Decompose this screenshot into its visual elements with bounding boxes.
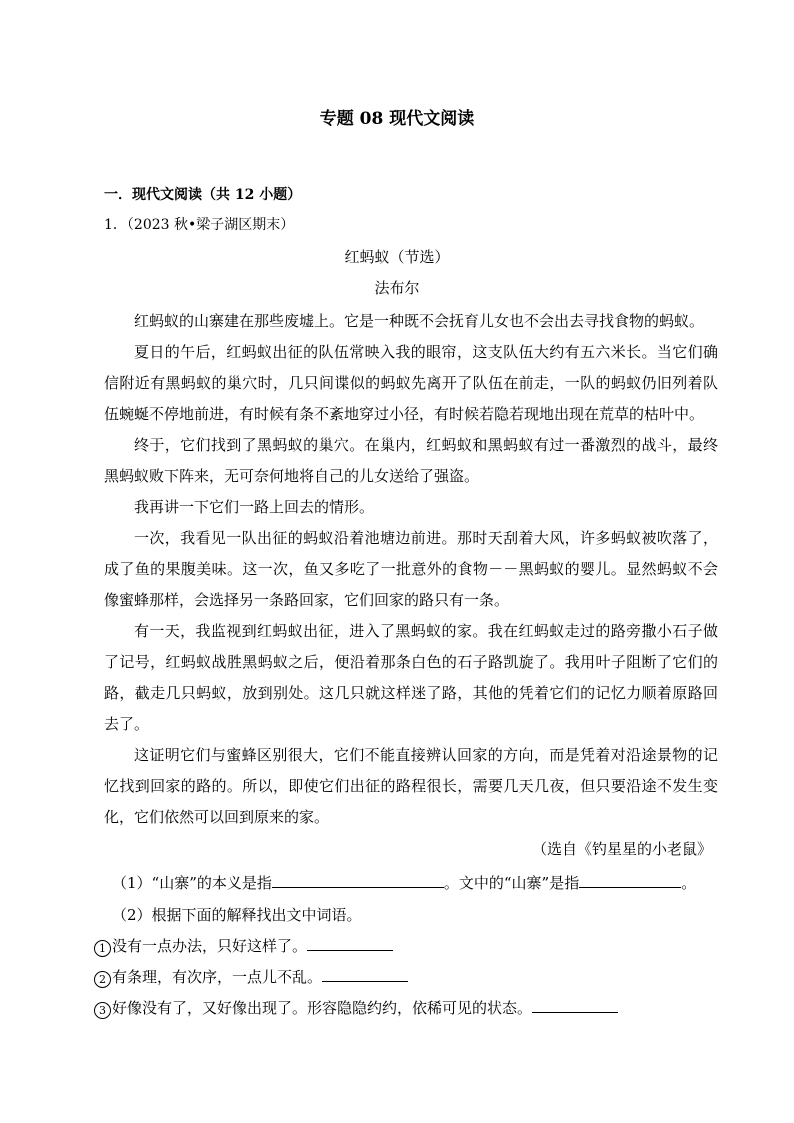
vocab-item <box>94 966 408 988</box>
passage-paragraph: 有一天，我监视到红蚂蚁出征，进入了黑蚂蚁的家。我在红蚂蚁走过的路旁撒小石子做了记号，红蚂蚁战胜黑蚂蚁之后，便沿着那条白色的石子路凯旋了。我用叶子阻断了它们的路，截走几只蚂蚁，放到别处。这几只就这样迷了路，其他的凭着它们的记忆力顺着原路回去了。 <box>104 622 718 733</box>
sub-question-1-end: 。 <box>681 874 697 892</box>
question-number: 1．（2023 秋•梁子湖区期末） <box>104 217 295 233</box>
passage-source: （选自《钓星星的小老鼠》 <box>531 840 712 858</box>
vocab-item-text: 好像没有了，又好像出现了。形容隐隐约约，依稀可见的状态。 <box>112 999 533 1017</box>
passage-author: 法布尔 <box>374 279 420 297</box>
answer-blank[interactable] <box>322 967 408 982</box>
passage-paragraph: 这证明它们与蜜蜂区别很大，它们不能直接辨认回家的方向，而是凭着对沿途景物的记忆找到回家的路的。所以，即使它们出征的路程很长，需要几天几夜，但只要沿途不发生变化，它们依然可以回到原来的家。 <box>104 746 718 826</box>
page-title: 专题 08 现代文阅读 <box>319 109 475 129</box>
passage-paragraph: 我再讲一下它们一路上回去的情形。 <box>134 498 375 516</box>
item-number-badge: 3 <box>94 1002 111 1019</box>
answer-blank[interactable] <box>579 873 681 888</box>
passage-paragraph: 红蚂蚁的山寨建在那些废墟上。它是一种既不会抚育儿女也不会出去寻找食物的蚂蚁。 <box>134 312 705 330</box>
vocab-item-text: 没有一点办法，只好这样了。 <box>112 937 308 955</box>
passage-title: 红蚂蚁（节选） <box>344 248 450 266</box>
sub-question-2: （2）根据下面的解释找出文中词语。 <box>112 906 362 924</box>
passage-paragraph: 终于，它们找到了黑蚂蚁的巢穴。在巢内，红蚂蚁和黑蚂蚁有过一番激烈的战斗，最终黑蚂蚁败下阵来，无可奈何地将自己的儿女送给了强盗。 <box>104 436 718 485</box>
sub-question-1-text: （1）“山寨”的本义是指 <box>112 874 272 892</box>
answer-blank[interactable] <box>307 936 393 951</box>
passage-paragraph: 一次，我看见一队出征的蚂蚁沿着池塘边前进。那时天刮着大风，许多蚂蚁被吹落了，成了鱼的果腹美味。这一次，鱼又多吃了一批意外的食物－－黑蚂蚁的婴儿。显然蚂蚁不会像蜜蜂那样，会选择另一条路回家，它们回家的路只有一条。 <box>104 529 718 609</box>
section-heading: 一．现代文阅读（共 12 小题） <box>104 187 302 203</box>
sub-question-1-text-2: 。文中的“山寨”是指 <box>443 874 580 892</box>
vocab-item <box>94 935 393 957</box>
item-number-badge: 2 <box>94 971 111 988</box>
vocab-item <box>94 997 618 1019</box>
vocab-item-text: 有条理，有次序，一点儿不乱。 <box>112 968 323 986</box>
answer-blank[interactable] <box>532 998 618 1013</box>
sub-question-1 <box>112 872 696 893</box>
answer-blank[interactable] <box>272 873 444 888</box>
item-number-badge: 1 <box>94 940 111 957</box>
passage-paragraph: 夏日的午后，红蚂蚁出征的队伍常映入我的眼帘，这支队伍大约有五六米长。当它们确信附近有黑蚂蚁的巢穴时，几只间谍似的蚂蚁先离开了队伍在前走，一队的蚂蚁仍旧列着队伍蜿蜒不停地前进，有时候有条不紊地穿过小径，有时候若隐若现地出现在荒草的枯叶中。 <box>104 343 718 423</box>
